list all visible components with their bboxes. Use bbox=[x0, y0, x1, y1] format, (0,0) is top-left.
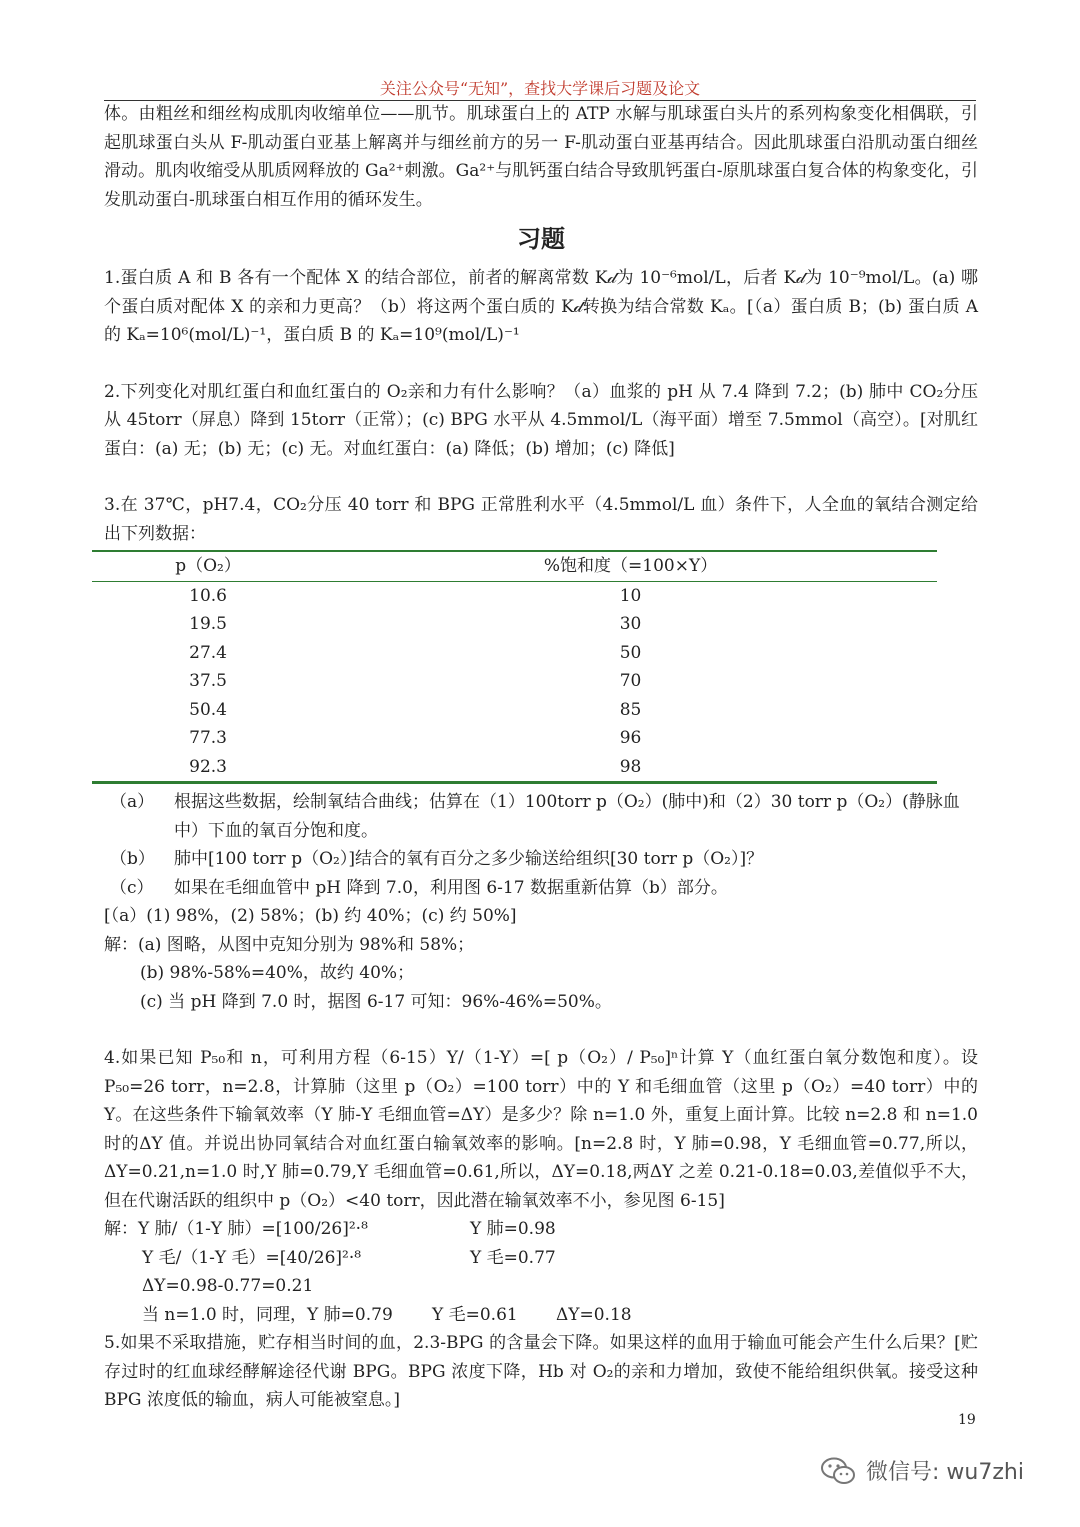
q4-solution-line-2 bbox=[104, 1244, 978, 1273]
page-header: 关注公众号“无知”，查找大学课后习题及论文 bbox=[379, 79, 701, 98]
q4-solution-line-4 bbox=[104, 1301, 978, 1330]
section-title: 习题 bbox=[517, 225, 565, 253]
table-cell: 10 bbox=[619, 585, 642, 606]
solution-text: 解：Y 肺/（1-Y 肺）=[100/26]²·⁸ bbox=[104, 1219, 368, 1239]
table-row bbox=[92, 667, 937, 696]
solution-text: 当 n=1.0 时，同理，Y 肺=0.79 bbox=[142, 1304, 393, 1325]
q4-solution-line-1 bbox=[104, 1215, 978, 1244]
subquestion-b bbox=[104, 845, 978, 874]
question-5: 5.如果不采取措施，贮存相当时间的血，2.3-BPG 的含量会下降。如果这样的血用于输血可能会产生什么后果？[贮存过时的红血球经酵解途径代谢 BPG。BPG 浓度下降，Hb 对 O₂的亲和力增加，致使不能给组织供氧。接受这种 BPG 浓度低的输血，病人可能被窒息。] bbox=[104, 1333, 978, 1410]
wechat-icon bbox=[820, 1456, 856, 1486]
table-row bbox=[92, 696, 937, 725]
table-cell: 30 bbox=[619, 614, 642, 634]
page-number: 19 bbox=[958, 1412, 976, 1428]
table-row bbox=[92, 581, 937, 610]
question-1: 1.蛋白质 A 和 B 各有一个配体 X 的结合部位，前者的解离常数 K𝒹为 10⁻⁶mol/L，后者 K𝒹为 10⁻⁹mol/L。(a) 哪个蛋白质对配体 X 的亲和力更高？（b）将这两个蛋白质的 K𝒹转换为结合常数 Kₐ。[（a）蛋白质 B；(b) 蛋白质 A 的 Kₐ=10⁶(mol/L)⁻¹，蛋白质 B 的 Kₐ=10⁹(mol/L)⁻¹ bbox=[104, 268, 978, 345]
solution-text: Y 毛=0.77 bbox=[470, 1247, 556, 1268]
question-3-answer: [（a）(1) 98%，(2) 58%；(b) 约 40%；(c) 约 50%] bbox=[104, 906, 517, 926]
oxygen-binding-table bbox=[92, 550, 937, 784]
subquestion-text: 肺中[100 torr p（O₂）]结合的氧有百分之多少输送给组织[30 torr p（O₂）]？ bbox=[174, 849, 764, 869]
question-4: 4.如果已知 P₅₀和 n，可利用方程（6-15）Y/（1-Y）=[ p（O₂）/ P₅₀]ⁿ计算 Y（血红蛋白氧分数饱和度）。设 P₅₀=26 torr，n=2.8，计算肺（这里 p（O₂）=100 torr）中的 Y 和毛细血管（这里 p（O₂）=40 torr）中的 Y。在这些条件下输氧效率（Y 肺-Y 毛细血管=ΔY）是多少？除 n=1.0 外，重复上面计算。比较 n=2.8 和 n=1.0 时的ΔY 值。并说出协同氧结合对血红蛋白输氧效率的影响。[n=2.8 时，Y 肺=0.98，Y 毛细血管=0.77,所以，ΔY=0.21,n=1.0 时,Y 肺=0.79,Y 毛细血管=0.61,所以，ΔY=0.18,两ΔY 之差 0.21-0.18=0.03,差值似乎不大，但在代谢活跃的组织中 p（O₂）<40 torr，因此潜在输氧效率不小，参见图 6-15] bbox=[104, 1048, 978, 1211]
subquestion-text: 如果在毛细血管中 pH 降到 7.0，利用图 6-17 数据重新估算（b）部分。 bbox=[174, 877, 728, 898]
subquestion-c bbox=[104, 874, 978, 903]
table-cell: 96 bbox=[619, 728, 642, 748]
table-cell: 85 bbox=[619, 699, 642, 720]
table-cell: 98 bbox=[619, 756, 642, 777]
table-row bbox=[92, 724, 937, 753]
table-cell: 70 bbox=[619, 671, 642, 691]
question-3-solution-a: 解：(a) 图略，从图中克知分别为 98%和 58%； bbox=[104, 934, 475, 955]
table-cell: 50 bbox=[619, 642, 642, 663]
table-row bbox=[92, 610, 937, 639]
table-cell: 77.3 bbox=[189, 728, 227, 748]
table-cell: 10.6 bbox=[189, 585, 227, 606]
subquestion-a bbox=[104, 788, 978, 845]
solution-text: Y 毛/（1-Y 毛）=[40/26]²·⁸ bbox=[142, 1247, 362, 1268]
table-cell: 19.5 bbox=[189, 614, 227, 634]
solution-text: Y 肺=0.98 bbox=[470, 1219, 556, 1239]
subquestion-text: 根据这些数据，绘制氧结合曲线；估算在（1）100torr p（O₂）(肺中)和（2）30 torr p（O₂）(静脉血中）下血的氧百分饱和度。 bbox=[174, 792, 960, 841]
solution-text: ΔY=0.18 bbox=[556, 1304, 632, 1325]
question-3: 3.在 37℃，pH7.4，CO₂分压 40 torr 和 BPG 正常胜利水平（4.5mmol/L 血）条件下，人全血的氧结合测定给出下列数据： bbox=[104, 495, 978, 544]
q4-solution-line-3: ΔY=0.98-0.77=0.21 bbox=[142, 1276, 314, 1296]
question-2: 2.下列变化对肌红蛋白和血红蛋白的 O₂亲和力有什么影响？（a）血浆的 pH 从 7.4 降到 7.2；(b) 肺中 CO₂分压从 45torr（屏息）降到 15torr（正常）；(c) BPG 水平从 4.5mmol/L（海平面）增至 7.5mmol（高空）。[对肌红蛋白：(a) 无；(b) 无；(c) 无。对血红蛋白：(a) 降低；(b) 增加；(c) 降低] bbox=[104, 381, 978, 459]
table-header-po2: p（O₂） bbox=[92, 551, 324, 581]
subquestion-label: （a） bbox=[110, 792, 155, 812]
table-cell: 27.4 bbox=[189, 642, 227, 663]
question-3-solution-b: (b) 98%-58%=40%，故约 40%； bbox=[140, 963, 415, 983]
subquestion-label: （b） bbox=[110, 849, 155, 869]
table-header-saturation: %饱和度（=100×Y） bbox=[324, 551, 937, 581]
question-3-solution-c: (c) 当 pH 降到 7.0 时，据图 6-17 可知：96%-46%=50%。 bbox=[140, 991, 612, 1012]
table-cell: 50.4 bbox=[189, 699, 227, 720]
wechat-watermark bbox=[820, 1455, 1024, 1486]
page-content bbox=[104, 100, 978, 1415]
watermark-text: 微信号: wu7zhi bbox=[866, 1460, 1024, 1485]
table-cell: 92.3 bbox=[189, 756, 227, 777]
table-cell: 37.5 bbox=[189, 671, 227, 691]
table-row bbox=[92, 753, 937, 783]
table-row bbox=[92, 639, 937, 668]
subquestion-label: （c） bbox=[110, 877, 154, 898]
solution-text: Y 毛=0.61 bbox=[432, 1304, 518, 1325]
intro-paragraph: 体。由粗丝和细丝构成肌肉收缩单位——肌节。肌球蛋白上的 ATP 水解与肌球蛋白头片的系列构象变化相偶联，引起肌球蛋白头从 F-肌动蛋白亚基上解离并与细丝前方的另一 F-肌动蛋白亚基再结合。因此肌球蛋白沿肌动蛋白细丝滑动。肌肉收缩受从肌质网释放的 Ga²⁺刺激。Ga²⁺与肌钙蛋白结合导致肌钙蛋白-原肌球蛋白复合体的构象变化，引发肌动蛋白-肌球蛋白相互作用的循环发生。 bbox=[104, 104, 978, 210]
